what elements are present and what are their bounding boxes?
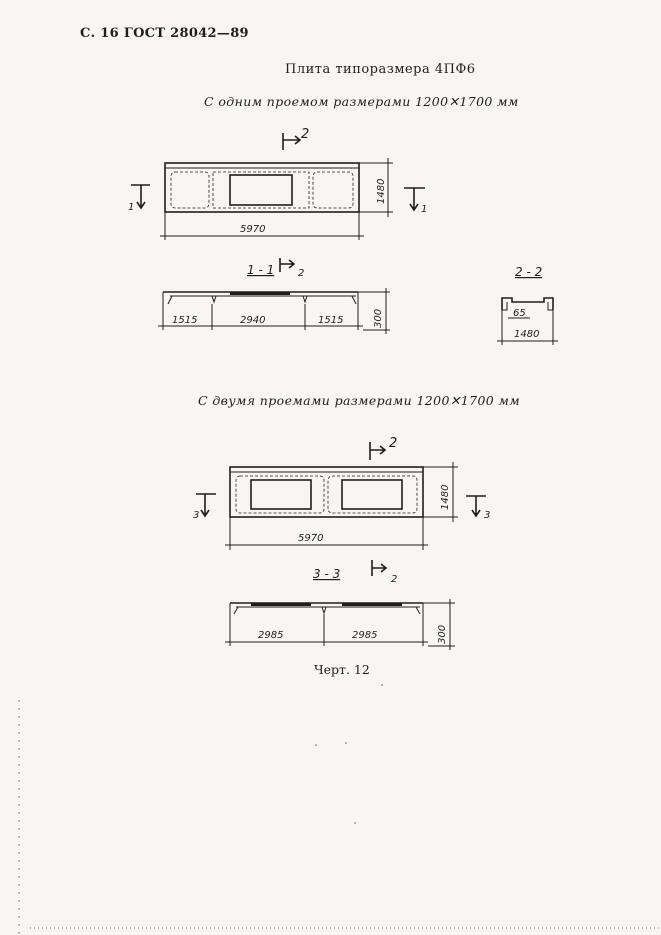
cut-mark-2-top bbox=[283, 133, 300, 150]
section-3-3-label: 3 - 3 bbox=[313, 567, 341, 581]
section-1-1-opening-fill bbox=[230, 292, 290, 295]
window-opening-left bbox=[251, 480, 311, 509]
rib-cell-middle bbox=[213, 172, 309, 208]
speck bbox=[354, 822, 356, 824]
dim-length-label: 5970 bbox=[240, 224, 266, 235]
section-1-1-ref-label: 2 bbox=[298, 268, 305, 279]
plan-two-openings bbox=[193, 436, 490, 550]
section-3-3 bbox=[225, 560, 455, 650]
cut-mark-right-label: 3 bbox=[484, 510, 491, 521]
section-1-1 bbox=[158, 258, 390, 334]
cut-mark-left-label: 3 bbox=[193, 510, 200, 521]
dim-width-label: 1480 bbox=[440, 484, 451, 510]
dim-label-1515-a: 1515 bbox=[172, 315, 198, 326]
dim-label-1515-b: 1515 bbox=[318, 315, 344, 326]
plan-one-opening bbox=[128, 127, 427, 240]
speck bbox=[381, 684, 383, 686]
section-3-3-ref-label: 2 bbox=[391, 574, 398, 585]
section-1-1-ref-mark bbox=[280, 258, 294, 272]
section-3-3-ref-mark bbox=[372, 560, 386, 576]
dim-label-2940: 2940 bbox=[240, 315, 266, 326]
section-2-2-label: 2 - 2 bbox=[515, 265, 543, 279]
section-3-3-opening-fill-left bbox=[251, 603, 311, 606]
section-2-2-edges bbox=[502, 302, 553, 310]
subtitle-two-openings: С двумя проемами размерами 1200✕1700 мм bbox=[198, 393, 521, 408]
window-opening bbox=[230, 175, 292, 205]
section-3-3-height-label: 300 bbox=[437, 624, 448, 644]
dim-label-2985-a: 2985 bbox=[258, 630, 284, 641]
speck bbox=[315, 744, 317, 746]
cut-mark-left-label: 1 bbox=[128, 202, 135, 213]
page-title: Плита типоразмера 4ПФ6 bbox=[285, 62, 476, 77]
section-1-1-height-label: 300 bbox=[373, 308, 384, 328]
subtitle-one-opening: С одним проемом размерами 1200✕1700 мм bbox=[204, 94, 519, 109]
cut-mark-3-right bbox=[466, 496, 486, 516]
cut-mark-top-label: 2 bbox=[301, 127, 310, 142]
section-2-2 bbox=[497, 265, 558, 345]
scan-artifacts bbox=[19, 684, 661, 935]
section-1-1-label: 1 - 1 bbox=[247, 263, 275, 277]
window-opening-right bbox=[342, 480, 402, 509]
section-3-3-rib bbox=[322, 607, 326, 613]
rib-cell-left bbox=[171, 172, 209, 208]
dim-width-label: 1480 bbox=[376, 178, 387, 204]
section-3-3-opening-fill-right bbox=[342, 603, 402, 606]
page-header: С. 16 ГОСТ 28042—89 bbox=[80, 26, 249, 41]
cut-mark-right-label: 1 bbox=[421, 204, 428, 215]
dim-label-2985-b: 2985 bbox=[352, 630, 378, 641]
cut-mark-2-top bbox=[370, 442, 385, 460]
section-2-2-profile bbox=[502, 298, 553, 310]
rib-cell-right bbox=[313, 172, 353, 208]
figure-caption: Черт. 12 bbox=[314, 662, 370, 677]
section-1-1-ribs bbox=[212, 296, 307, 302]
dim-length-label: 5970 bbox=[298, 533, 324, 544]
speck bbox=[345, 742, 347, 744]
cut-mark-top-label: 2 bbox=[389, 436, 398, 451]
section-2-2-width-label: 1480 bbox=[514, 329, 540, 340]
section-2-2-inner-label: 65 bbox=[513, 308, 526, 319]
